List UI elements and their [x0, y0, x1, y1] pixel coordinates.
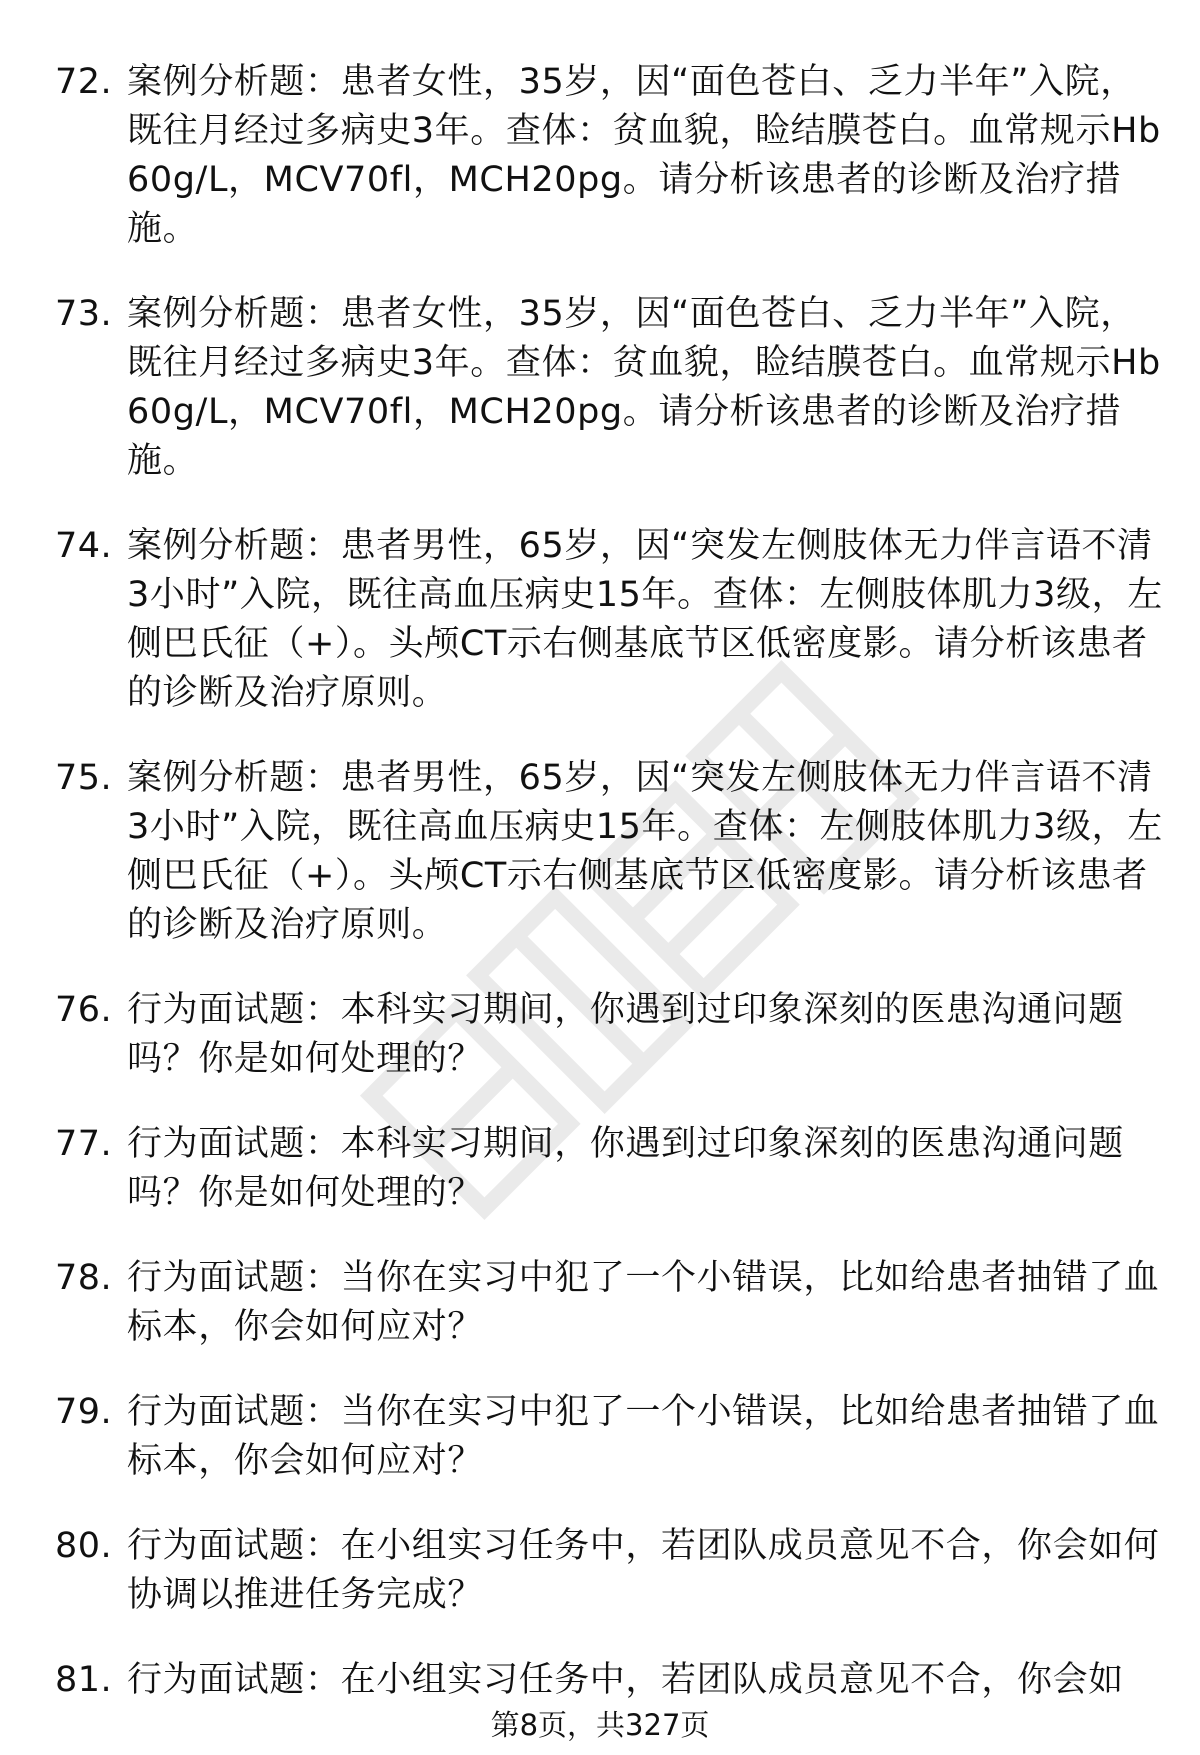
question-number: 74. [55, 526, 113, 566]
question-number: 79. [55, 1392, 113, 1432]
question-text: 行为面试题：在小组实习任务中，若团队成员意见不合，你会如 [127, 1660, 1124, 1700]
question-text: 案例分析题：患者女性，35岁，因“面色苍白、乏力半年”入院，既往月经过多病史3年。查体：贫血貌，睑结膜苍白。血常规示Hb60g/L，MCV70fl，MCH20pg。请分析该患者的诊断及治疗措施。 [127, 294, 1161, 481]
question-item [0, 1522, 1200, 1620]
question-number: 76. [55, 990, 113, 1030]
question-item [0, 290, 1200, 486]
question-text: 案例分析题：患者女性，35岁，因“面色苍白、乏力半年”入院，既往月经过多病史3年。查体：贫血貌，睑结膜苍白。血常规示Hb60g/L，MCV70fl，MCH20pg。请分析该患者的诊断及治疗措施。 [127, 62, 1161, 249]
question-number: 72. [55, 62, 113, 102]
question-text: 案例分析题：患者男性，65岁，因“突发左侧肢体无力伴言语不清3小时”入院，既往高血压病史15年。查体：左侧肢体肌力3级，左侧巴氏征（+）。头颅CT示右侧基底节区低密度影。请分析该患者的诊断及治疗原则。 [127, 526, 1163, 713]
question-item [0, 1388, 1200, 1486]
question-item [0, 522, 1200, 718]
question-item [0, 58, 1200, 254]
question-item [0, 1656, 1200, 1705]
question-text: 行为面试题：本科实习期间，你遇到过印象深刻的医患沟通问题吗？你是如何处理的？ [127, 990, 1124, 1079]
question-text: 行为面试题：本科实习期间，你遇到过印象深刻的医患沟通问题吗？你是如何处理的？ [127, 1124, 1124, 1213]
question-text: 行为面试题：在小组实习任务中，若团队成员意见不合，你会如何协调以推进任务完成？ [127, 1526, 1160, 1615]
question-number: 73. [55, 294, 113, 334]
question-item [0, 986, 1200, 1084]
question-number: 78. [55, 1258, 113, 1298]
question-text: 行为面试题：当你在实习中犯了一个小错误，比如给患者抽错了血标本，你会如何应对？ [127, 1392, 1160, 1481]
page-footer [0, 1705, 1200, 1745]
question-number: 77. [55, 1124, 113, 1164]
question-item [0, 754, 1200, 950]
question-number: 81. [55, 1660, 113, 1700]
question-list [0, 58, 1200, 1741]
question-item [0, 1120, 1200, 1218]
question-item [0, 1254, 1200, 1352]
question-number: 75. [55, 758, 113, 798]
question-text: 行为面试题：当你在实习中犯了一个小错误，比如给患者抽错了血标本，你会如何应对？ [127, 1258, 1160, 1347]
page-number-label: 第8页，共327页 [490, 1708, 710, 1742]
question-text: 案例分析题：患者男性，65岁，因“突发左侧肢体无力伴言语不清3小时”入院，既往高血压病史15年。查体：左侧肢体肌力3级，左侧巴氏征（+）。头颅CT示右侧基底节区低密度影。请分析该患者的诊断及治疗原则。 [127, 758, 1163, 945]
question-number: 80. [55, 1526, 113, 1566]
